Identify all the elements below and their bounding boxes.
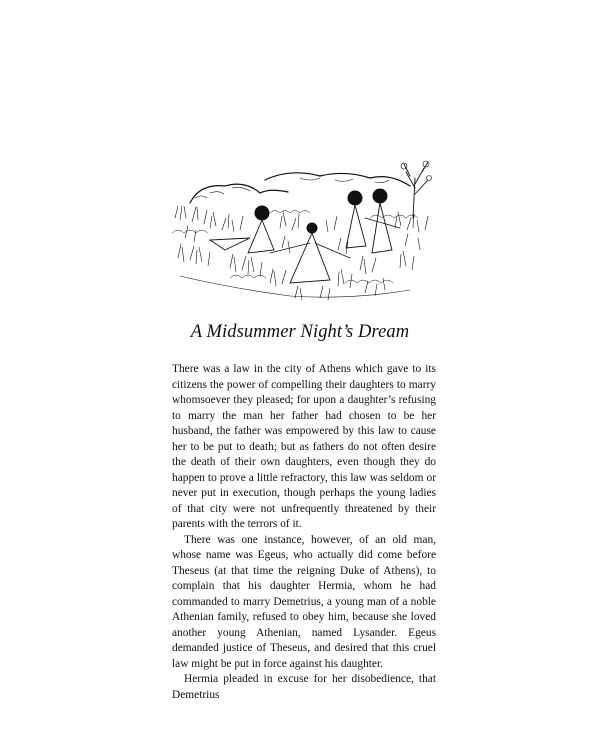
paragraph: Hermia pleaded in excuse for her disobedience, that Demetrius [172,673,436,701]
chapter-illustration [170,158,435,308]
chapter-title: A Midsummer Night’s Dream [190,322,410,342]
paragraph: There was a law in the city of Athens which gave to its citizens the power of compelling their daughters to marry whomsoever they pleased; for upon a daughter’s refusing to marry the man her father had chosen to be her husband, the father was empowered by this law to cause her to be put to death; but as fathers do not often desire the death of their own daughters, even though they do happen to prove a little refractory, this law was seldom or never put in execution, though perhaps the young ladies of that city were not unfrequently threatened by their parents with the terrors of it. [172,363,436,530]
paragraph: There was one instance, however, of an old man, whose name was Egeus, who actually did come before Theseus (at that time the reigning Duke of Athens), to complain that his daughter Hermia, whom he had commanded to marry Demetrius, a young man of a noble Athenian family, refused to obey him, because she loved another young Athenian, named Lysander. Egeus demanded justice of Theseus, and desired that this cruel law might be put in force against his daughter. [172,533,436,670]
chapter-body [172,362,436,703]
